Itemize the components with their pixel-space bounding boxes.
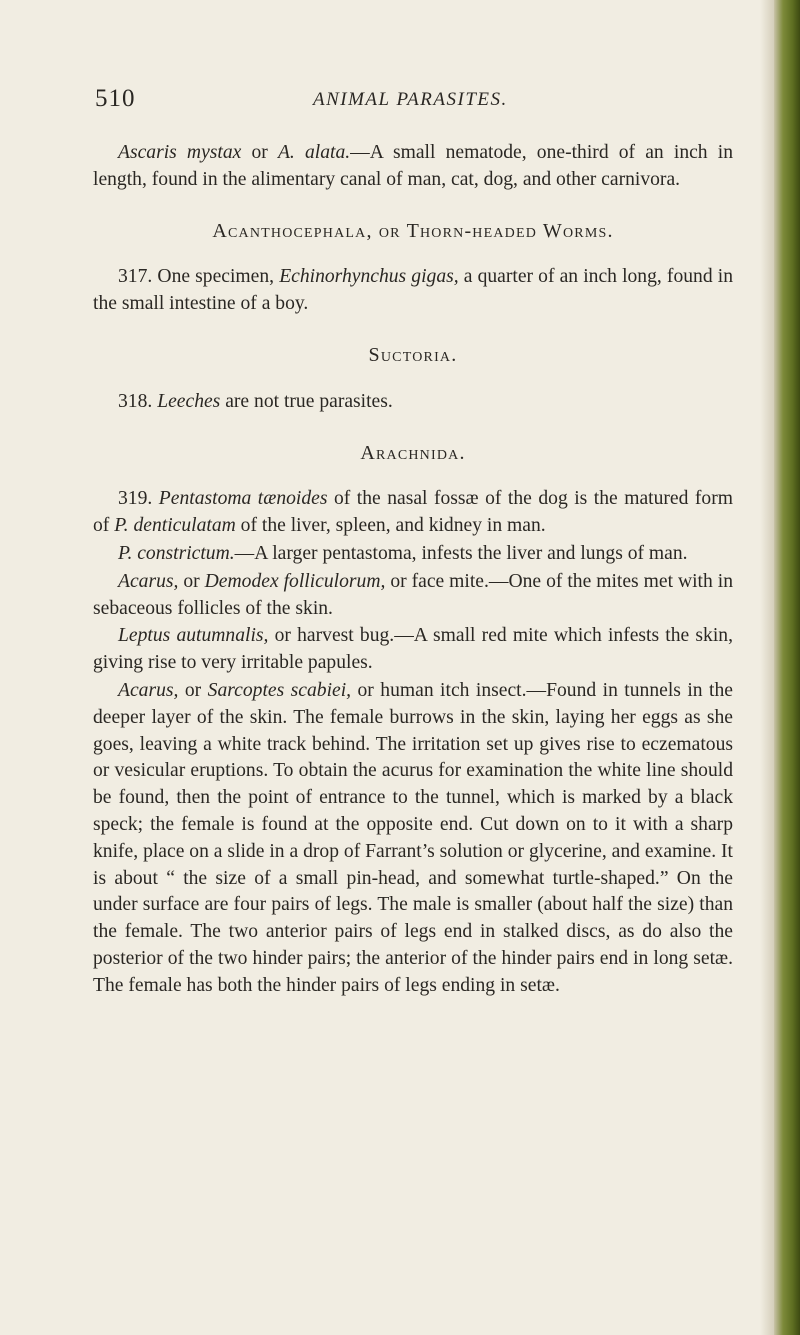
species-name: Ascaris mystax [118, 142, 242, 163]
paragraph-ascaris: Ascaris mystax or A. alata.—A small nematode, one-third of an inch in length, found in the alimentary canal of man, cat, dog, and other carnivora. [93, 142, 733, 190]
page-number: 510 [95, 85, 136, 112]
species-name: Sarcoptes scabiei, [207, 679, 352, 701]
species-name: Demodex folliculorum, [204, 570, 386, 592]
section-heading-suctoria: Suctoria. [368, 343, 458, 366]
species-name: P. denticulatam [114, 515, 236, 537]
paragraph-317: 317. One specimen, Echinorhynchus gigas, a quarter of an inch long, found in the small intestine of a boy. [93, 266, 733, 315]
paragraph-leptus: Leptus autumnalis, or harvest bug.—A small red mite which infests the skin, giving rise to very irritable papules. [93, 625, 733, 674]
paragraph-319: 319. Pentastoma tænoides of the nasal fossæ of the dog is the matured form of P. denticulatam of the liver, spleen, and kidney in man. [93, 488, 733, 537]
section-heading-acanthocephala: Acanthocephala, or Thorn-headed Worms. [212, 219, 614, 242]
paragraph-acarus-demodex: Acarus, or Demodex folliculorum, or face mite.—One of the mites met with in sebaceous follicles of the skin. [93, 570, 733, 619]
paragraph-318: 318. Leeches are not true parasites. [118, 390, 393, 412]
species-name: Leeches [157, 390, 221, 412]
paragraph-number: 317. [118, 266, 153, 288]
page-header [93, 85, 733, 117]
body-text [93, 140, 733, 1001]
species-name: Leptus autumnalis, [118, 625, 269, 647]
section-heading-arachnida: Arachnida. [360, 441, 466, 464]
species-name: Acarus, [118, 570, 179, 592]
species-name: P. constrictum. [118, 542, 235, 564]
species-name: A. alata. [277, 142, 351, 163]
species-name: Acarus, [118, 679, 179, 701]
paragraph-number: 319. [118, 488, 153, 510]
book-edge [774, 0, 800, 1335]
running-title: ANIMAL PARASITES. [313, 89, 508, 110]
page-edge-shadow [760, 0, 774, 1335]
paragraph-constrictum: P. constrictum.—A larger pentastoma, infests the liver and lungs of man. [118, 542, 688, 564]
paragraph-acarus-sarcoptes: Acarus, or Sarcoptes scabiei, or human itch insect.—Found in tunnels in the deeper layer of the skin. The female burrows in the skin, laying her eggs as she goes, leaving a white track behind. The irritation set up gives rise to eczematous or vesicular eruptions. To obtain the acurus for examination the white line should be found, then the point of entrance to the tunnel, which is marked by a black speck; the female is found at the opposite end. Cut down on to it with a sharp knife, place on a slide in a drop of Farrant’s solution or glycerine, and examine. It is about “ the size of a small pin-head, and somewhat turtle-shaped.” On the under surface are four pairs of legs. The male is smaller (about half the size) than the female. The two anterior pairs of legs end in stalked discs, as do also the posterior of the two hinder pairs; the anterior of the hinder pairs end in long setæ. The female has both the hinder pairs of legs ending in setæ. [93, 679, 733, 996]
paragraph-number: 318. [118, 390, 153, 412]
species-name: Pentastoma tænoides [158, 488, 328, 510]
species-name: Echinorhynchus gigas, [279, 266, 459, 288]
